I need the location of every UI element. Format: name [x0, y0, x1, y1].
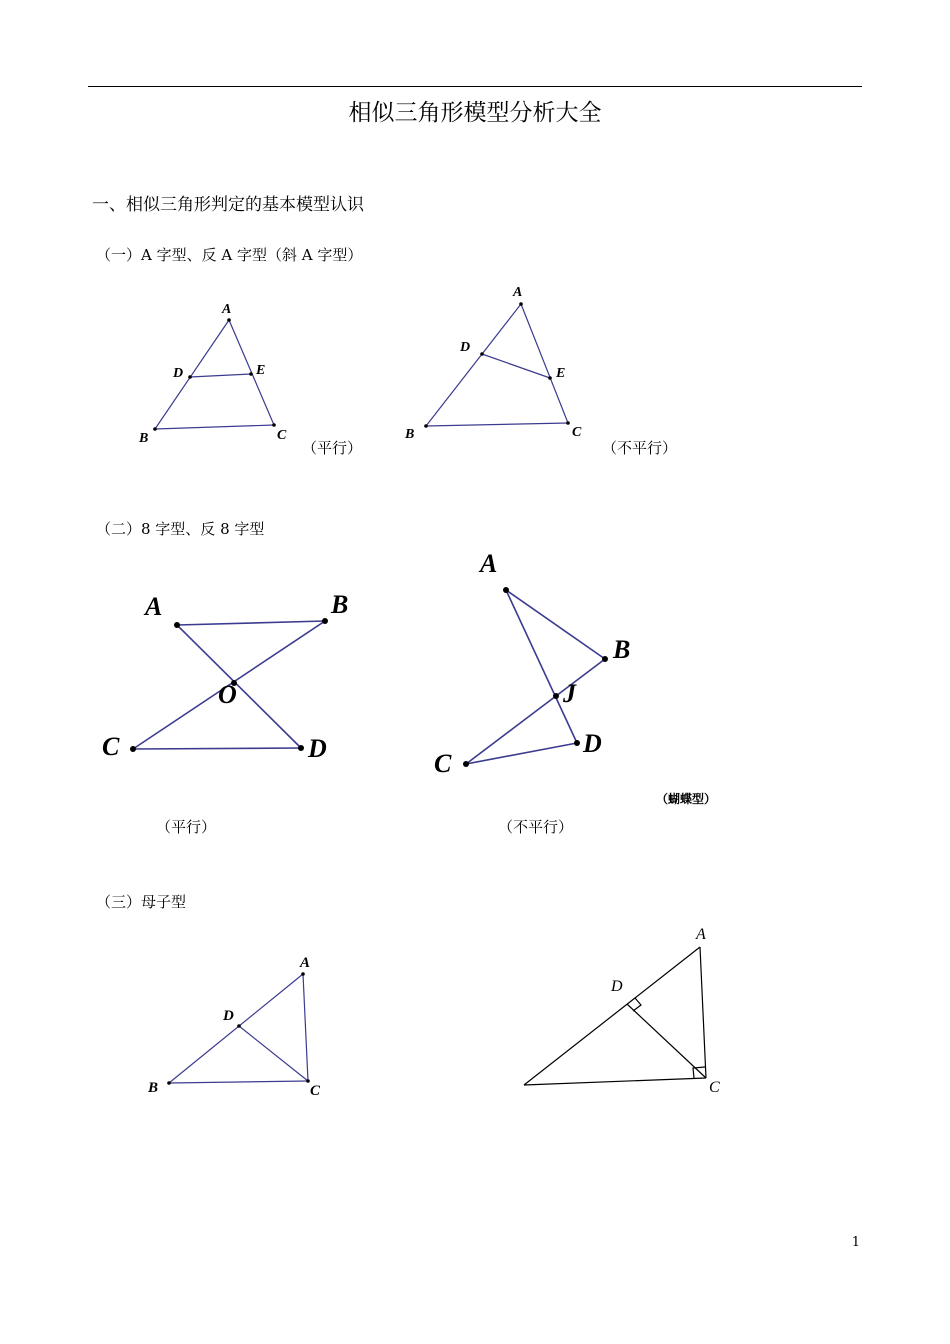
point-label-o: O	[218, 680, 237, 709]
point-label-a: A	[696, 926, 706, 943]
caption-non-parallel: （不平行）	[498, 818, 574, 836]
point-label-b: B	[405, 427, 415, 442]
point-label-b: B	[613, 635, 631, 664]
point-label-e: E	[556, 366, 566, 381]
point-label-d: D	[308, 734, 327, 763]
page-title: 相似三角形模型分析大全	[348, 100, 602, 126]
subsection-heading-8-shape: （二）8 字型、反 8 字型	[96, 520, 265, 538]
point-label-j: J	[563, 679, 576, 708]
point-label-b: B	[148, 1080, 159, 1096]
subsection-heading-a-shape: （一）A 字型、反 A 字型（斜 A 字型）	[96, 246, 363, 264]
point-label-a: A	[222, 302, 232, 317]
point-label-d: D	[611, 978, 623, 995]
point-label-c: C	[572, 425, 582, 440]
point-label-e: E	[256, 363, 266, 378]
point-label-c: C	[434, 749, 452, 778]
point-label-c: C	[277, 428, 287, 443]
page-number: 1	[851, 1235, 860, 1250]
point-label-c: C	[102, 732, 120, 761]
point-label-b: B	[139, 431, 149, 446]
right-triangle-altitude-diagram	[524, 947, 706, 1085]
point-label-c: C	[310, 1083, 321, 1099]
section-heading: 一、相似三角形判定的基本模型认识	[92, 195, 364, 215]
butterfly-note: （蝴蝶型）	[656, 792, 717, 806]
point-label-d: D	[223, 1008, 234, 1024]
right-angle-marker	[633, 998, 641, 1011]
point-label-a: A	[300, 955, 311, 971]
point-label-d: D	[583, 729, 602, 758]
subsection-heading-mother-child: （三）母子型	[96, 893, 187, 911]
point-label-a: A	[513, 285, 523, 300]
caption-parallel: （平行）	[156, 818, 217, 836]
caption-parallel: （平行）	[302, 439, 363, 457]
point-label-b: B	[331, 590, 349, 619]
point-label-a: A	[145, 592, 163, 621]
point-label-d: D	[173, 366, 184, 381]
caption-non-parallel: （不平行）	[602, 439, 678, 457]
mother-child-diagram	[169, 974, 308, 1083]
point-label-d: D	[460, 340, 471, 355]
point-label-c: C	[709, 1079, 720, 1096]
right-angle-marker	[693, 1067, 705, 1078]
point-label-a: A	[480, 549, 498, 578]
